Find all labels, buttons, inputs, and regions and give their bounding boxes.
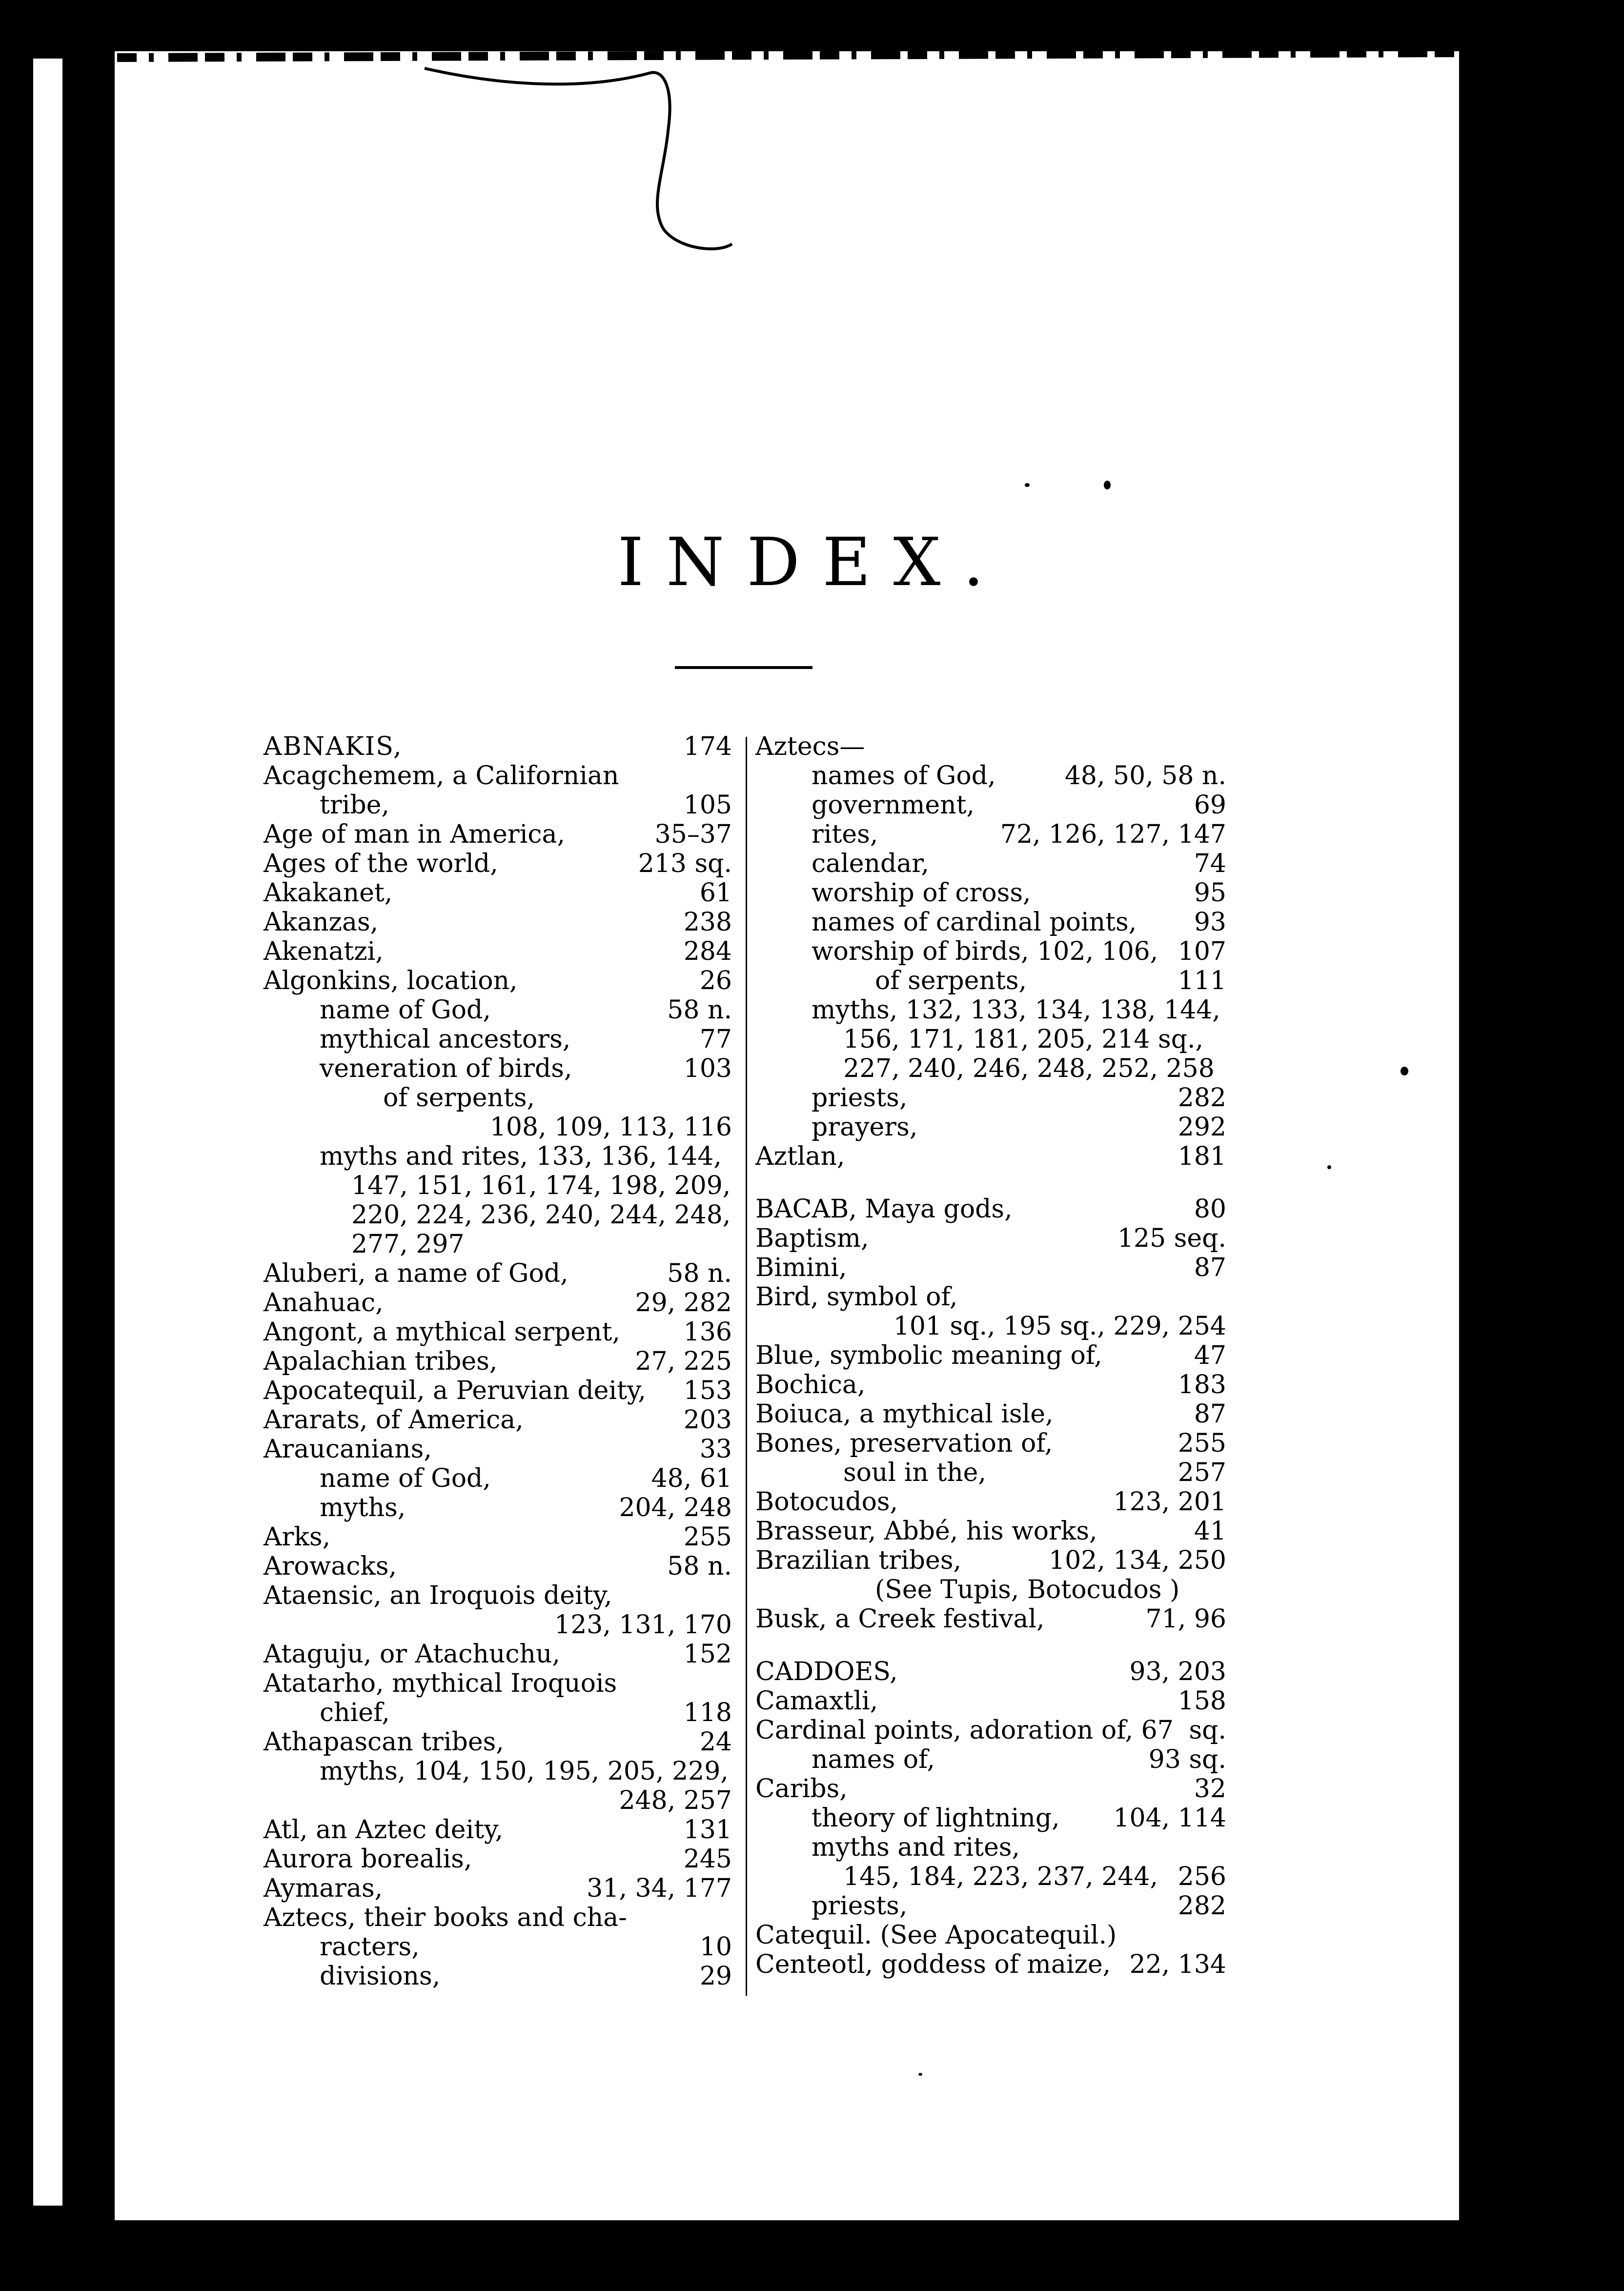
index-term: Ataensic, an Iroquois deity,: [264, 1581, 612, 1610]
index-page-refs: 41: [1194, 1517, 1226, 1546]
index-entry: [264, 1727, 732, 1757]
index-term: Ages of the world,: [264, 849, 498, 878]
index-term: Aztlan,: [755, 1142, 845, 1171]
index-term: theory of lightning,: [812, 1804, 1060, 1833]
index-page-refs: 33: [699, 1435, 732, 1464]
index-entry: [264, 1318, 732, 1347]
index-term: 220, 224, 236, 240, 244, 248,: [351, 1200, 731, 1230]
index-term: Araucanians,: [264, 1435, 432, 1464]
index-entry: [755, 1282, 1226, 1312]
index-entry: [264, 937, 732, 966]
index-term: 147, 151, 161, 174, 198, 209,: [351, 1171, 731, 1200]
index-entry: [755, 1774, 1226, 1804]
index-entry: [755, 908, 1226, 937]
index-entry: [264, 878, 732, 908]
index-entry: [755, 1804, 1226, 1833]
index-entry: [755, 1657, 1226, 1686]
index-page-refs: 255: [1177, 1429, 1226, 1458]
index-term: Apalachian tribes,: [264, 1347, 498, 1376]
index-page-refs: 69: [1194, 791, 1226, 820]
index-entry: [755, 1686, 1226, 1716]
index-term: myths, 132, 133, 134, 138, 144,: [812, 995, 1220, 1025]
index-term: Age of man in America,: [264, 820, 565, 849]
index-term: government,: [812, 791, 975, 820]
index-page-refs: 77: [699, 1025, 732, 1054]
index-entry: [755, 1142, 1226, 1171]
index-entry: [755, 1716, 1226, 1745]
index-page-refs: 74: [1194, 849, 1226, 878]
index-page-refs: sq.: [1189, 1716, 1226, 1745]
index-entry: [264, 1200, 732, 1230]
index-entry: [755, 1517, 1226, 1546]
index-term: Algonkins, location,: [264, 966, 518, 995]
index-entry: [755, 1054, 1226, 1083]
index-page-refs: 31, 34, 177: [587, 1874, 732, 1903]
index-page-refs: 80: [1194, 1195, 1226, 1224]
index-page-refs: 282: [1177, 1083, 1226, 1113]
index-term: Boiuca, a mythical isle,: [755, 1399, 1054, 1429]
index-term: names of God,: [812, 761, 996, 791]
index-page-refs: 35–37: [654, 820, 732, 849]
index-entry: [755, 1575, 1226, 1604]
index-page-refs: 292: [1177, 1113, 1226, 1142]
index-entry: [264, 1932, 732, 1962]
index-term: of serpents,: [875, 966, 1027, 995]
index-page-refs: 48, 61: [651, 1464, 732, 1493]
index-entry: [755, 1370, 1226, 1399]
index-entry: [755, 1025, 1226, 1054]
index-entry: [264, 1581, 732, 1610]
index-entry: [264, 1815, 732, 1845]
index-term: Arks,: [264, 1522, 331, 1552]
index-term: tribe,: [320, 791, 389, 820]
index-entry: [264, 761, 732, 791]
index-term: Catequil. (See Apocatequil.): [755, 1921, 1117, 1950]
column-divider: [746, 737, 747, 1996]
index-term: myths and rites, 133, 136, 144,: [320, 1142, 722, 1171]
index-entry: [264, 1669, 732, 1698]
index-entry: [755, 1083, 1226, 1113]
index-column-right: [755, 732, 1226, 1979]
index-term: (See Tupis, Botocudos ): [875, 1575, 1180, 1604]
index-page-refs: 24: [699, 1727, 732, 1757]
index-term: priests,: [812, 1891, 908, 1921]
index-term: soul in the,: [843, 1458, 986, 1487]
index-entry: [264, 1083, 732, 1113]
index-term: Brazilian tribes,: [755, 1546, 962, 1575]
index-entry: [755, 1604, 1226, 1634]
index-page-refs: 118: [683, 1698, 732, 1727]
index-page-refs: 248, 257: [619, 1786, 732, 1815]
index-term: Atatarho, mythical Iroquois: [264, 1669, 617, 1698]
index-entry: [264, 820, 732, 849]
index-page-refs: 71, 96: [1145, 1604, 1226, 1634]
index-term: rites,: [812, 820, 878, 849]
index-page-refs: 105: [683, 791, 732, 820]
index-term: of serpents,: [383, 1083, 535, 1113]
index-term: Baptism,: [755, 1224, 869, 1253]
section-gap: [755, 1634, 1226, 1657]
index-entry: [755, 1399, 1226, 1429]
index-entry: [755, 1312, 1226, 1341]
index-page-refs: 87: [1194, 1399, 1226, 1429]
index-entry: [264, 1757, 732, 1786]
index-entry: [264, 1230, 732, 1259]
index-entry: [755, 878, 1226, 908]
index-page-refs: 203: [683, 1405, 732, 1435]
index-page-refs: 93, 203: [1129, 1657, 1226, 1686]
index-term: Akenatzi,: [264, 937, 384, 966]
index-page-refs: 26: [699, 966, 732, 995]
index-term: calendar,: [812, 849, 929, 878]
index-page-refs: 93: [1194, 908, 1226, 937]
index-entry: [264, 1259, 732, 1288]
index-term: worship of cross,: [812, 878, 1031, 908]
index-entry: [755, 1253, 1226, 1282]
index-page-refs: 123, 131, 170: [554, 1610, 732, 1640]
title-rule: [675, 666, 812, 669]
index-term: 277, 297: [351, 1230, 465, 1259]
index-term: Arowacks,: [264, 1552, 397, 1581]
index-entry: [755, 1487, 1226, 1517]
index-page-refs: 282: [1177, 1891, 1226, 1921]
index-entry: [755, 820, 1226, 849]
index-page-refs: 257: [1177, 1458, 1226, 1487]
index-term: 145, 184, 223, 237, 244,: [843, 1862, 1158, 1891]
index-entry: [755, 1224, 1226, 1253]
index-page-refs: 58 n.: [667, 995, 732, 1025]
index-term: Bones, preservation of,: [755, 1429, 1053, 1458]
index-entry: [264, 966, 732, 995]
index-entry: [755, 1341, 1226, 1370]
index-page-refs: 48, 50, 58 n.: [1064, 761, 1226, 791]
index-term: ABNAKIS,: [264, 732, 403, 761]
index-term: Blue, symbolic meaning of,: [755, 1341, 1102, 1370]
index-entry: [264, 1640, 732, 1669]
index-page-refs: 125 seq.: [1117, 1224, 1226, 1253]
index-term: Cardinal points, adoration of, 67: [755, 1716, 1174, 1745]
index-page-refs: 87: [1194, 1253, 1226, 1282]
index-term: CADDOES,: [755, 1657, 898, 1686]
index-term: Ararats, of America,: [264, 1405, 524, 1435]
index-term: BACAB, Maya gods,: [755, 1195, 1013, 1224]
index-entry: [264, 1962, 732, 1991]
index-entry: [264, 1874, 732, 1903]
index-term: myths,: [320, 1493, 406, 1522]
index-term: Aztecs, their books and cha-: [264, 1903, 627, 1932]
index-entry: [264, 1288, 732, 1318]
bookmark-ribbon: [0, 0, 1624, 293]
index-term: veneration of birds,: [320, 1054, 572, 1083]
index-term: 156, 171, 181, 205, 214 sq.,: [843, 1025, 1204, 1054]
page-title: INDEX.: [617, 524, 1007, 601]
index-page-refs: 255: [683, 1522, 732, 1552]
index-page-refs: 204, 248: [619, 1493, 732, 1522]
index-page-refs: 174: [683, 732, 732, 761]
index-entry: [755, 791, 1226, 820]
index-page-refs: 58 n.: [667, 1259, 732, 1288]
index-page-refs: 27, 225: [635, 1347, 732, 1376]
index-entry: [264, 995, 732, 1025]
index-entry: [264, 908, 732, 937]
index-term: Brasseur, Abbé, his works,: [755, 1517, 1097, 1546]
index-term: Bird, symbol of,: [755, 1282, 958, 1312]
index-page-refs: 22, 134: [1129, 1950, 1226, 1979]
index-term: name of God,: [320, 1464, 491, 1493]
index-page-refs: 256: [1177, 1862, 1226, 1891]
index-entry: [264, 1171, 732, 1200]
index-entry: [264, 1347, 732, 1376]
index-entry: [264, 732, 732, 761]
index-entry: [264, 1610, 732, 1640]
index-term: Angont, a mythical serpent,: [264, 1318, 620, 1347]
index-page-refs: 61: [699, 878, 732, 908]
index-page-refs: 181: [1177, 1142, 1226, 1171]
index-term: Aymaras,: [264, 1874, 383, 1903]
index-term: priests,: [812, 1083, 908, 1113]
index-page-refs: 123, 201: [1113, 1487, 1226, 1517]
index-term: name of God,: [320, 995, 491, 1025]
facing-page-edge: [33, 59, 62, 2206]
index-page-refs: 93 sq.: [1148, 1745, 1226, 1774]
index-page-refs: 245: [683, 1845, 732, 1874]
index-entry: [264, 1903, 732, 1932]
index-term: Atl, an Aztec deity,: [264, 1815, 504, 1845]
index-term: chief,: [320, 1698, 390, 1727]
index-entry: [264, 1113, 732, 1142]
index-entry: [755, 1862, 1226, 1891]
index-term: divisions,: [320, 1962, 441, 1991]
index-entry: [755, 1458, 1226, 1487]
index-term: Busk, a Creek festival,: [755, 1604, 1045, 1634]
index-entry: [264, 1552, 732, 1581]
index-term: Aztecs—: [755, 732, 865, 761]
index-entry: [755, 1833, 1226, 1862]
index-page-refs: 152: [683, 1640, 732, 1669]
index-entry: [264, 1025, 732, 1054]
index-term: mythical ancestors,: [320, 1025, 571, 1054]
index-entry: [264, 1142, 732, 1171]
index-term: prayers,: [812, 1113, 918, 1142]
index-page-refs: 108, 109, 113, 116: [489, 1113, 732, 1142]
index-page-refs: 136: [683, 1318, 732, 1347]
index-entry: [264, 1054, 732, 1083]
index-page-refs: 213 sq.: [638, 849, 732, 878]
index-term: Bochica,: [755, 1370, 866, 1399]
index-entry: [755, 1113, 1226, 1142]
index-page-refs: 72, 126, 127, 147: [1000, 820, 1226, 849]
index-page-refs: 10: [699, 1932, 732, 1962]
index-page-refs: 238: [683, 908, 732, 937]
index-term: racters,: [320, 1932, 420, 1962]
index-page-refs: 29: [699, 1962, 732, 1991]
index-page-refs: 103: [683, 1054, 732, 1083]
index-entry: [755, 849, 1226, 878]
index-entry: [264, 791, 732, 820]
index-term: Botocudos,: [755, 1487, 898, 1517]
index-page-refs: 131: [683, 1815, 732, 1845]
index-entry: [755, 1921, 1226, 1950]
index-term: Apocatequil, a Peruvian deity,: [264, 1376, 646, 1405]
index-term: names of,: [812, 1745, 935, 1774]
index-term: 227, 240, 246, 248, 252, 258: [843, 1054, 1215, 1083]
index-entry: [755, 937, 1226, 966]
index-term: Aluberi, a name of God,: [264, 1259, 568, 1288]
index-term: Camaxtli,: [755, 1686, 878, 1716]
index-term: myths, 104, 150, 195, 205, 229,: [320, 1757, 729, 1786]
index-entry: [264, 1522, 732, 1552]
index-entry: [755, 966, 1226, 995]
index-term: Athapascan tribes,: [264, 1727, 504, 1757]
index-entry: [755, 1745, 1226, 1774]
index-term: Ataguju, or Atachuchu,: [264, 1640, 560, 1669]
index-page-refs: 58 n.: [667, 1552, 732, 1581]
section-gap: [755, 1171, 1226, 1195]
index-entry: [264, 1845, 732, 1874]
index-page-refs: 29, 282: [635, 1288, 732, 1318]
index-term: myths and rites,: [812, 1833, 1020, 1862]
index-entry: [755, 761, 1226, 791]
index-page-refs: 104, 114: [1113, 1804, 1226, 1833]
index-page-refs: 284: [683, 937, 732, 966]
index-term: names of cardinal points,: [812, 908, 1137, 937]
index-entry: [755, 1950, 1226, 1979]
index-entry: [755, 1891, 1226, 1921]
index-entry: [755, 732, 1226, 761]
index-entry: [264, 1786, 732, 1815]
index-entry: [264, 1698, 732, 1727]
index-page-refs: 32: [1194, 1774, 1226, 1804]
index-term: Anahuac,: [264, 1288, 384, 1318]
index-term: Aurora borealis,: [264, 1845, 472, 1874]
index-term: Akakanet,: [264, 878, 393, 908]
index-term: Bimini,: [755, 1253, 847, 1282]
index-entry: [264, 1435, 732, 1464]
index-term: Akanzas,: [264, 908, 379, 937]
index-term: Caribs,: [755, 1774, 848, 1804]
index-entry: [264, 1405, 732, 1435]
index-term: Acagchemem, a Californian: [264, 761, 619, 791]
index-page-refs: 101 sq., 195 sq., 229, 254: [893, 1312, 1226, 1341]
index-page-refs: 183: [1177, 1370, 1226, 1399]
index-entry: [755, 1195, 1226, 1224]
index-page-refs: 158: [1177, 1686, 1226, 1716]
index-page-refs: 153: [683, 1376, 732, 1405]
index-entry: [264, 849, 732, 878]
index-page-refs: 111: [1177, 966, 1226, 995]
index-column-left: [264, 732, 732, 1991]
index-entry: [755, 995, 1226, 1025]
index-term: worship of birds, 102, 106,: [812, 937, 1158, 966]
index-entry: [264, 1376, 732, 1405]
index-page-refs: 107: [1177, 937, 1226, 966]
index-term: Centeotl, goddess of maize,: [755, 1950, 1111, 1979]
index-page-refs: 47: [1194, 1341, 1226, 1370]
index-entry: [264, 1464, 732, 1493]
index-page-refs: 95: [1194, 878, 1226, 908]
index-entry: [755, 1429, 1226, 1458]
index-entry: [264, 1493, 732, 1522]
index-page-refs: 102, 134, 250: [1049, 1546, 1226, 1575]
index-entry: [755, 1546, 1226, 1575]
